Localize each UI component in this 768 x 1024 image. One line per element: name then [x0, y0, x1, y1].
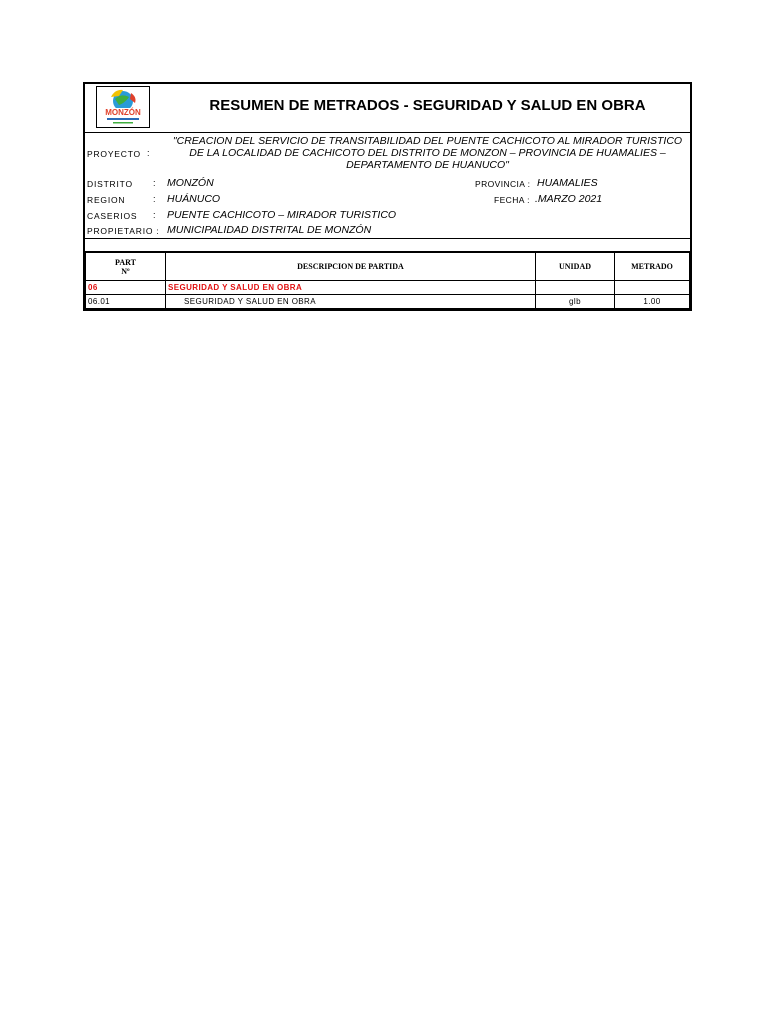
table-header-row [86, 253, 690, 281]
header-part-line-1: PART [115, 257, 136, 267]
fecha-value: .MARZO 2021 [535, 193, 603, 205]
row-part: 06.01 [86, 295, 166, 309]
header-metrado: METRADO [615, 253, 690, 281]
region-label: REGION [87, 195, 126, 205]
propietario-value: MUNICIPALIDAD DISTRITAL DE MONZÓN [167, 224, 372, 236]
header-part [86, 253, 166, 281]
header-part-line-2: Nº [121, 266, 130, 276]
proyecto-colon: : [147, 148, 150, 158]
caserios-colon: : [153, 210, 156, 220]
proyecto-line-3: DEPARTAMENTO DE HUANUCO" [346, 159, 509, 171]
proyecto-line-1: "CREACION DEL SERVICIO DE TRANSITABILIDAD DEL PUENTE CACHICOTO AL MIRADOR TURISTICO [172, 135, 683, 147]
distrito-label: DISTRITO [87, 179, 133, 189]
spacer-row [85, 239, 690, 252]
distrito-colon: : [153, 178, 156, 188]
distrito-value: MONZÓN [167, 177, 214, 189]
proyecto-line-2: DE LA LOCALIDAD DE CACHICOTO DEL DISTRITO DE MONZON – PROVINCIA DE HUAMALIES – [189, 147, 666, 159]
row-metrado: 1.00 [615, 295, 690, 309]
header-unidad: UNIDAD [536, 253, 615, 281]
row-part: 06 [86, 281, 166, 295]
metrados-sheet [83, 82, 692, 311]
caserios-label: CASERIOS [87, 211, 138, 221]
table-row [86, 281, 690, 295]
header-descripcion: DESCRIPCION DE PARTIDA [166, 253, 536, 281]
propietario-label: PROPIETARIO : [87, 226, 160, 236]
row-descripcion: SEGURIDAD Y SALUD EN OBRA [166, 281, 536, 295]
fecha-label: FECHA : [494, 195, 530, 205]
logo-text: MONZÓN [105, 108, 141, 117]
provincia-label: PROVINCIA : [475, 179, 531, 189]
logo-graphic [97, 87, 149, 127]
row-unidad [536, 281, 615, 295]
proyecto-value [167, 135, 688, 171]
table-row [86, 295, 690, 309]
municipal-logo [96, 86, 150, 128]
row-unidad: glb [536, 295, 615, 309]
row-metrado [615, 281, 690, 295]
provincia-value: HUAMALIES [537, 177, 598, 189]
caserios-value: PUENTE CACHICOTO – MIRADOR TURISTICO [167, 209, 397, 221]
region-value: HUÁNUCO [167, 193, 221, 205]
row-descripcion: SEGURIDAD Y SALUD EN OBRA [166, 295, 536, 309]
page-title: RESUMEN DE METRADOS - SEGURIDAD Y SALUD EN OBRA [209, 97, 646, 114]
region-colon: : [153, 194, 156, 204]
project-info [85, 133, 690, 239]
proyecto-label: PROYECTO [87, 149, 141, 159]
metrados-table [85, 252, 690, 309]
title-row [85, 84, 690, 133]
